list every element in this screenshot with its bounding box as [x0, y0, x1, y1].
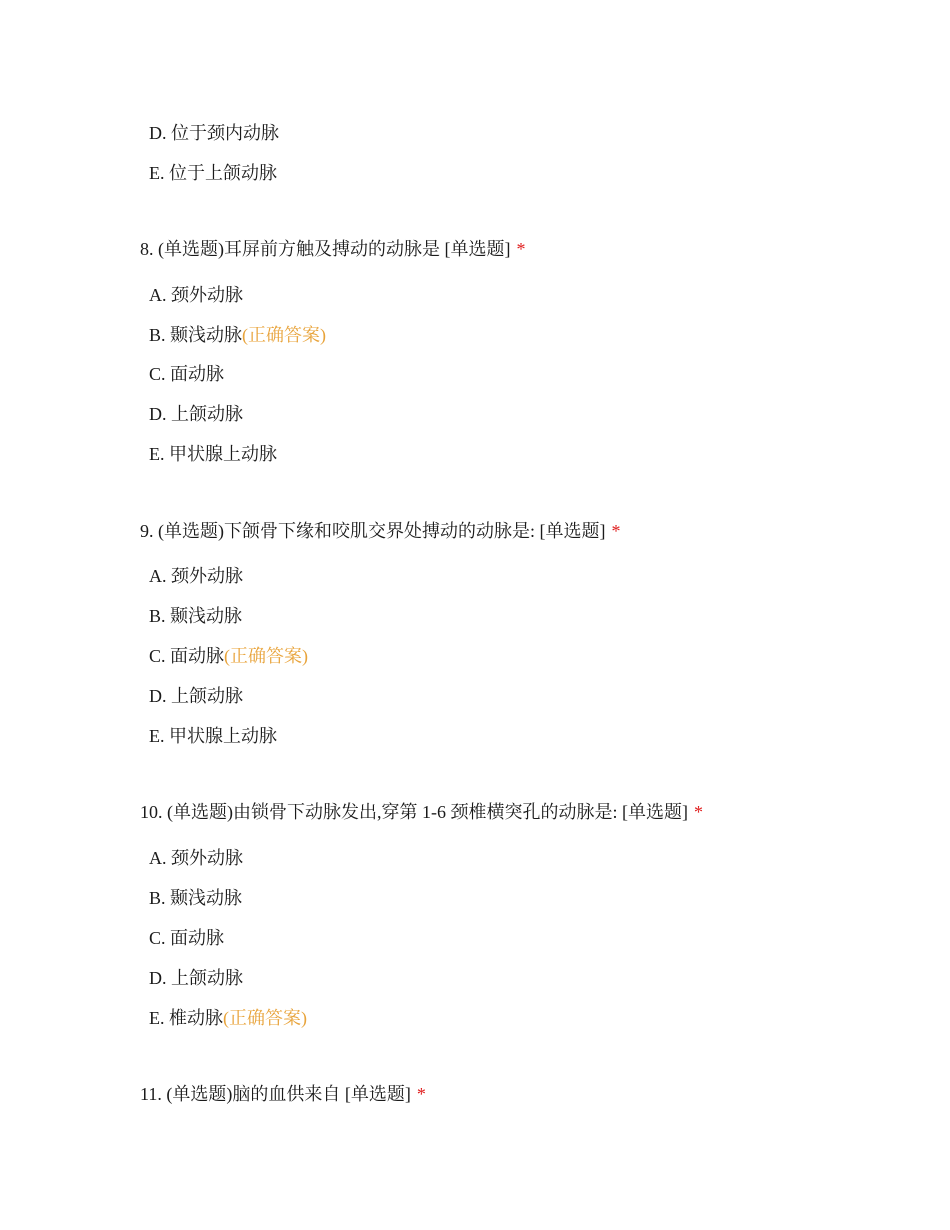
question-9-option-d: [149, 684, 243, 708]
option-letter: D.: [149, 404, 167, 424]
option-e: [149, 161, 277, 185]
option-text: 上颌动脉: [171, 968, 243, 988]
required-marker: *: [516, 239, 526, 259]
option-text: 上颌动脉: [171, 404, 243, 424]
question-8-option-a: [149, 283, 243, 307]
question-10-option-a: [149, 846, 243, 870]
option-letter: E.: [149, 163, 165, 183]
option-letter: D.: [149, 686, 167, 706]
option-letter: D.: [149, 968, 167, 988]
required-marker: *: [416, 1084, 426, 1104]
option-text: 椎动脉: [169, 1008, 223, 1028]
question-10-option-d: [149, 966, 243, 990]
option-text: 面动脉: [170, 646, 225, 666]
question-title-text: 10. (单选题)由锁骨下动脉发出,穿第 1-6 颈椎横突孔的动脉是: [单选题]: [140, 802, 688, 822]
question-title-text: 9. (单选题)下颌骨下缘和咬肌交界处搏动的动脉是: [单选题]: [140, 521, 606, 541]
option-letter: E.: [149, 444, 165, 464]
question-8-option-e: [149, 442, 277, 466]
question-title-text: 8. (单选题)耳屏前方触及搏动的动脉是 [单选题]: [140, 239, 511, 259]
option-text: 位于颈内动脉: [171, 123, 279, 143]
question-8-option-c: [149, 362, 224, 386]
option-letter: D.: [149, 123, 167, 143]
question-9-option-c: [149, 644, 308, 668]
option-text: 上颌动脉: [171, 686, 243, 706]
option-d: [149, 121, 279, 145]
option-letter: C.: [149, 646, 166, 666]
option-text: 甲状腺上动脉: [169, 726, 277, 746]
option-text: 颞浅动脉: [170, 325, 243, 345]
option-text: 颞浅动脉: [170, 606, 243, 626]
option-letter: C.: [149, 928, 166, 948]
question-9-option-b: [149, 604, 242, 628]
correct-answer-tag: (正确答案): [223, 1008, 307, 1028]
option-text: 甲状腺上动脉: [169, 444, 277, 464]
option-letter: B.: [149, 325, 166, 345]
option-text: 位于上颌动脉: [169, 163, 277, 183]
option-letter: A.: [149, 285, 167, 305]
option-letter: E.: [149, 726, 165, 746]
question-8-option-b: [149, 323, 326, 347]
correct-answer-tag: (正确答案): [224, 646, 309, 666]
question-10-option-e: [149, 1006, 307, 1030]
question-10-option-b: [149, 886, 242, 910]
correct-answer-tag: (正确答案): [242, 325, 327, 345]
option-letter: A.: [149, 848, 167, 868]
option-letter: A.: [149, 566, 167, 586]
question-9-title: [140, 519, 620, 543]
option-text: 颈外动脉: [171, 566, 243, 586]
option-text: 颞浅动脉: [170, 888, 243, 908]
option-text: 面动脉: [170, 364, 225, 384]
required-marker: *: [693, 802, 703, 822]
question-10-option-c: [149, 926, 224, 950]
question-9-option-a: [149, 564, 243, 588]
option-text: 颈外动脉: [171, 848, 243, 868]
question-8-title: [140, 237, 525, 261]
question-title-text: 11. (单选题)脑的血供来自 [单选题]: [140, 1084, 411, 1104]
option-letter: E.: [149, 1008, 165, 1028]
question-9-option-e: [149, 724, 277, 748]
option-letter: C.: [149, 364, 166, 384]
question-8-option-d: [149, 402, 243, 426]
option-text: 面动脉: [170, 928, 225, 948]
option-letter: B.: [149, 606, 166, 626]
question-10-title: [140, 800, 703, 824]
question-11-title: [140, 1082, 426, 1106]
option-letter: B.: [149, 888, 166, 908]
required-marker: *: [611, 521, 621, 541]
option-text: 颈外动脉: [171, 285, 243, 305]
